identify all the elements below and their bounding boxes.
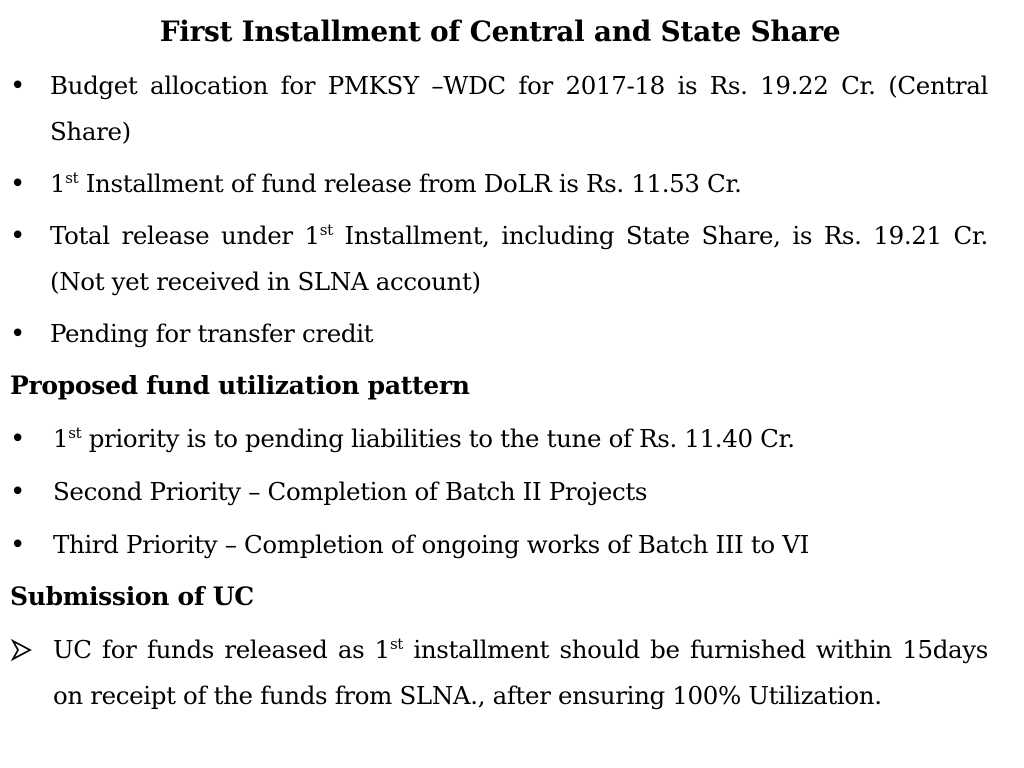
slide-title: First Installment of Central and State Share bbox=[159, 15, 841, 48]
first-priority-text: 1st priority is to pending liabilities to the tune of Rs. 11.40 Cr. bbox=[53, 424, 795, 453]
bullet-icon: • bbox=[10, 71, 26, 101]
bullet-icon: • bbox=[10, 169, 26, 199]
budget-allocation-text: Budget allocation for PMKSY –WDC for 2017-18 is Rs. 19.22 Cr. (Central Share) bbox=[50, 71, 988, 146]
bullet-icon: • bbox=[10, 319, 26, 349]
uc-submission-text: UC for funds released as 1st installment should be furnished within 15days on receipt of the funds from SLNA., after ensuring 100% Utilization. bbox=[53, 635, 989, 710]
section-heading-utilization: Proposed fund utilization pattern bbox=[10, 371, 470, 400]
section-heading-uc: Submission of UC bbox=[10, 582, 254, 611]
arrow-bullet-icon bbox=[10, 627, 36, 673]
second-priority-text: Second Priority – Completion of Batch II Projects bbox=[53, 477, 648, 506]
third-priority-text: Third Priority – Completion of ongoing works of Batch III to VI bbox=[53, 530, 809, 559]
bullet-icon: • bbox=[10, 530, 26, 560]
bullet-icon: • bbox=[10, 221, 26, 251]
bullet-icon: • bbox=[10, 477, 26, 507]
bullet-icon: • bbox=[10, 424, 26, 454]
total-release-text: Total release under 1st Installment, including State Share, is Rs. 19.21 Cr. (Not yet received in SLNA account) bbox=[50, 221, 988, 296]
first-installment-text: 1st Installment of fund release from DoLR is Rs. 11.53 Cr. bbox=[50, 169, 742, 198]
pending-transfer-text: Pending for transfer credit bbox=[50, 319, 374, 348]
